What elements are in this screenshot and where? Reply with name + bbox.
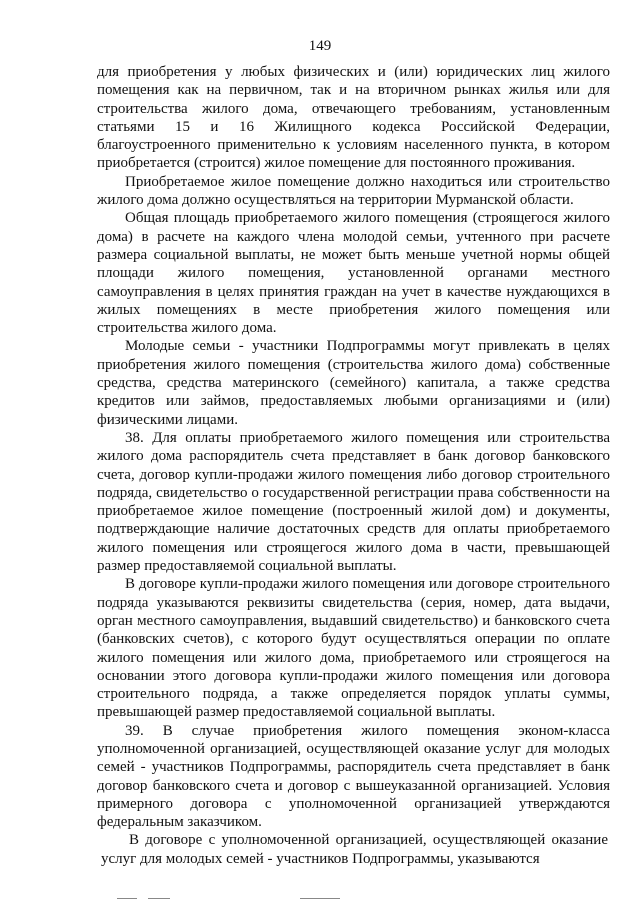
paragraph-authorized-org-contract: В договоре с уполномоченной организацией, осуществляющей оказание услуг для молодых семей - участников Подпрограммы, указываются xyxy=(101,832,608,867)
scan-mark xyxy=(117,898,137,899)
document-body xyxy=(97,63,610,868)
page-number: 149 xyxy=(308,38,332,54)
scan-mark xyxy=(300,898,340,899)
paragraph-section-38: 38. Для оплаты приобретаемого жилого помещения или строительства жилого дома распорядитель счета представляет в банк договор банковского счета, договор купли-продажи жилого помещения либо договор строительного подряда, свидетельство о государственной регистрации права собственности на приобретаемое жилое помещение (построенный жилой дом) и документы, подтверждающие наличие достаточных средств для оплаты приобретаемого жилого помещения или строящегося жилого дома в части, превышающей размер предоставляемой социальной выплаты. xyxy=(97,429,610,575)
paragraph-contract-details: В договоре купли-продажи жилого помещения или договоре строительного подряда указываются реквизиты свидетельства (серия, номер, дата выдачи, орган местного самоуправления, выдавший свидетельство) и банковского счета (банковских счетов), с которого будут осуществляться операции по оплате жилого помещения или жилого дома, приобретаемого или строящегося на основании этого договора купли-продажи жилого помещения или договора строительного подряда, а также определяется порядок уплаты суммы, превышающей размер предоставляемой социальной выплаты. xyxy=(97,576,610,721)
paragraph-continuation: для приобретения у любых физических и (или) юридических лиц жилого помещения как на первичном, так и на вторичном рынках жилья или для строительства жилого дома, отвечающего требованиям, установленным статьями 15 и 16 Жилищного кодекса Российской Федерации, благоустроенного применительно к условиям населенного пункта, в котором приобретается (строится) жилое помещение для постоянного проживания. xyxy=(97,64,610,172)
scan-artifact-marks xyxy=(0,898,640,902)
paragraph-additional-funds: Молодые семьи - участники Подпрограммы могут привлекать в целях приобретения жилого помещения (строительства жилого дома) собственные средства, средства материнского (семейного) капитала, а также средства кредитов или займов, предоставляемых любыми организациями и (или) физическими лицами. xyxy=(97,338,610,428)
paragraph-area-requirement: Общая площадь приобретаемого жилого помещения (строящегося жилого дома) в расчете на каждого члена молодой семьи, учтенного при расчете размера социальной выплаты, не может быть меньше учетной нормы общей площади жилого помещения, установленной органами местного самоуправления в целях принятия граждан на учет в качестве нуждающихся в жилых помещениях в месте приобретения жилого помещения или строительства жилого дома. xyxy=(97,210,610,337)
paragraph-location-requirement: Приобретаемое жилое помещение должно находиться или строительство жилого дома должно осуществляться на территории Мурманской области. xyxy=(97,173,610,209)
paragraph-section-39: 39. В случае приобретения жилого помещения эконом-класса уполномоченной организацией, осуществляющей оказание услуг для молодых семей - участников Подпрограммы, распорядитель счета представляет в банк договор банковского счета и договор с вышеуказанной организацией. Условия примерного договора с уполномоченной организацией утверждаются федеральным заказчиком. xyxy=(97,722,610,831)
scan-mark xyxy=(148,898,170,899)
